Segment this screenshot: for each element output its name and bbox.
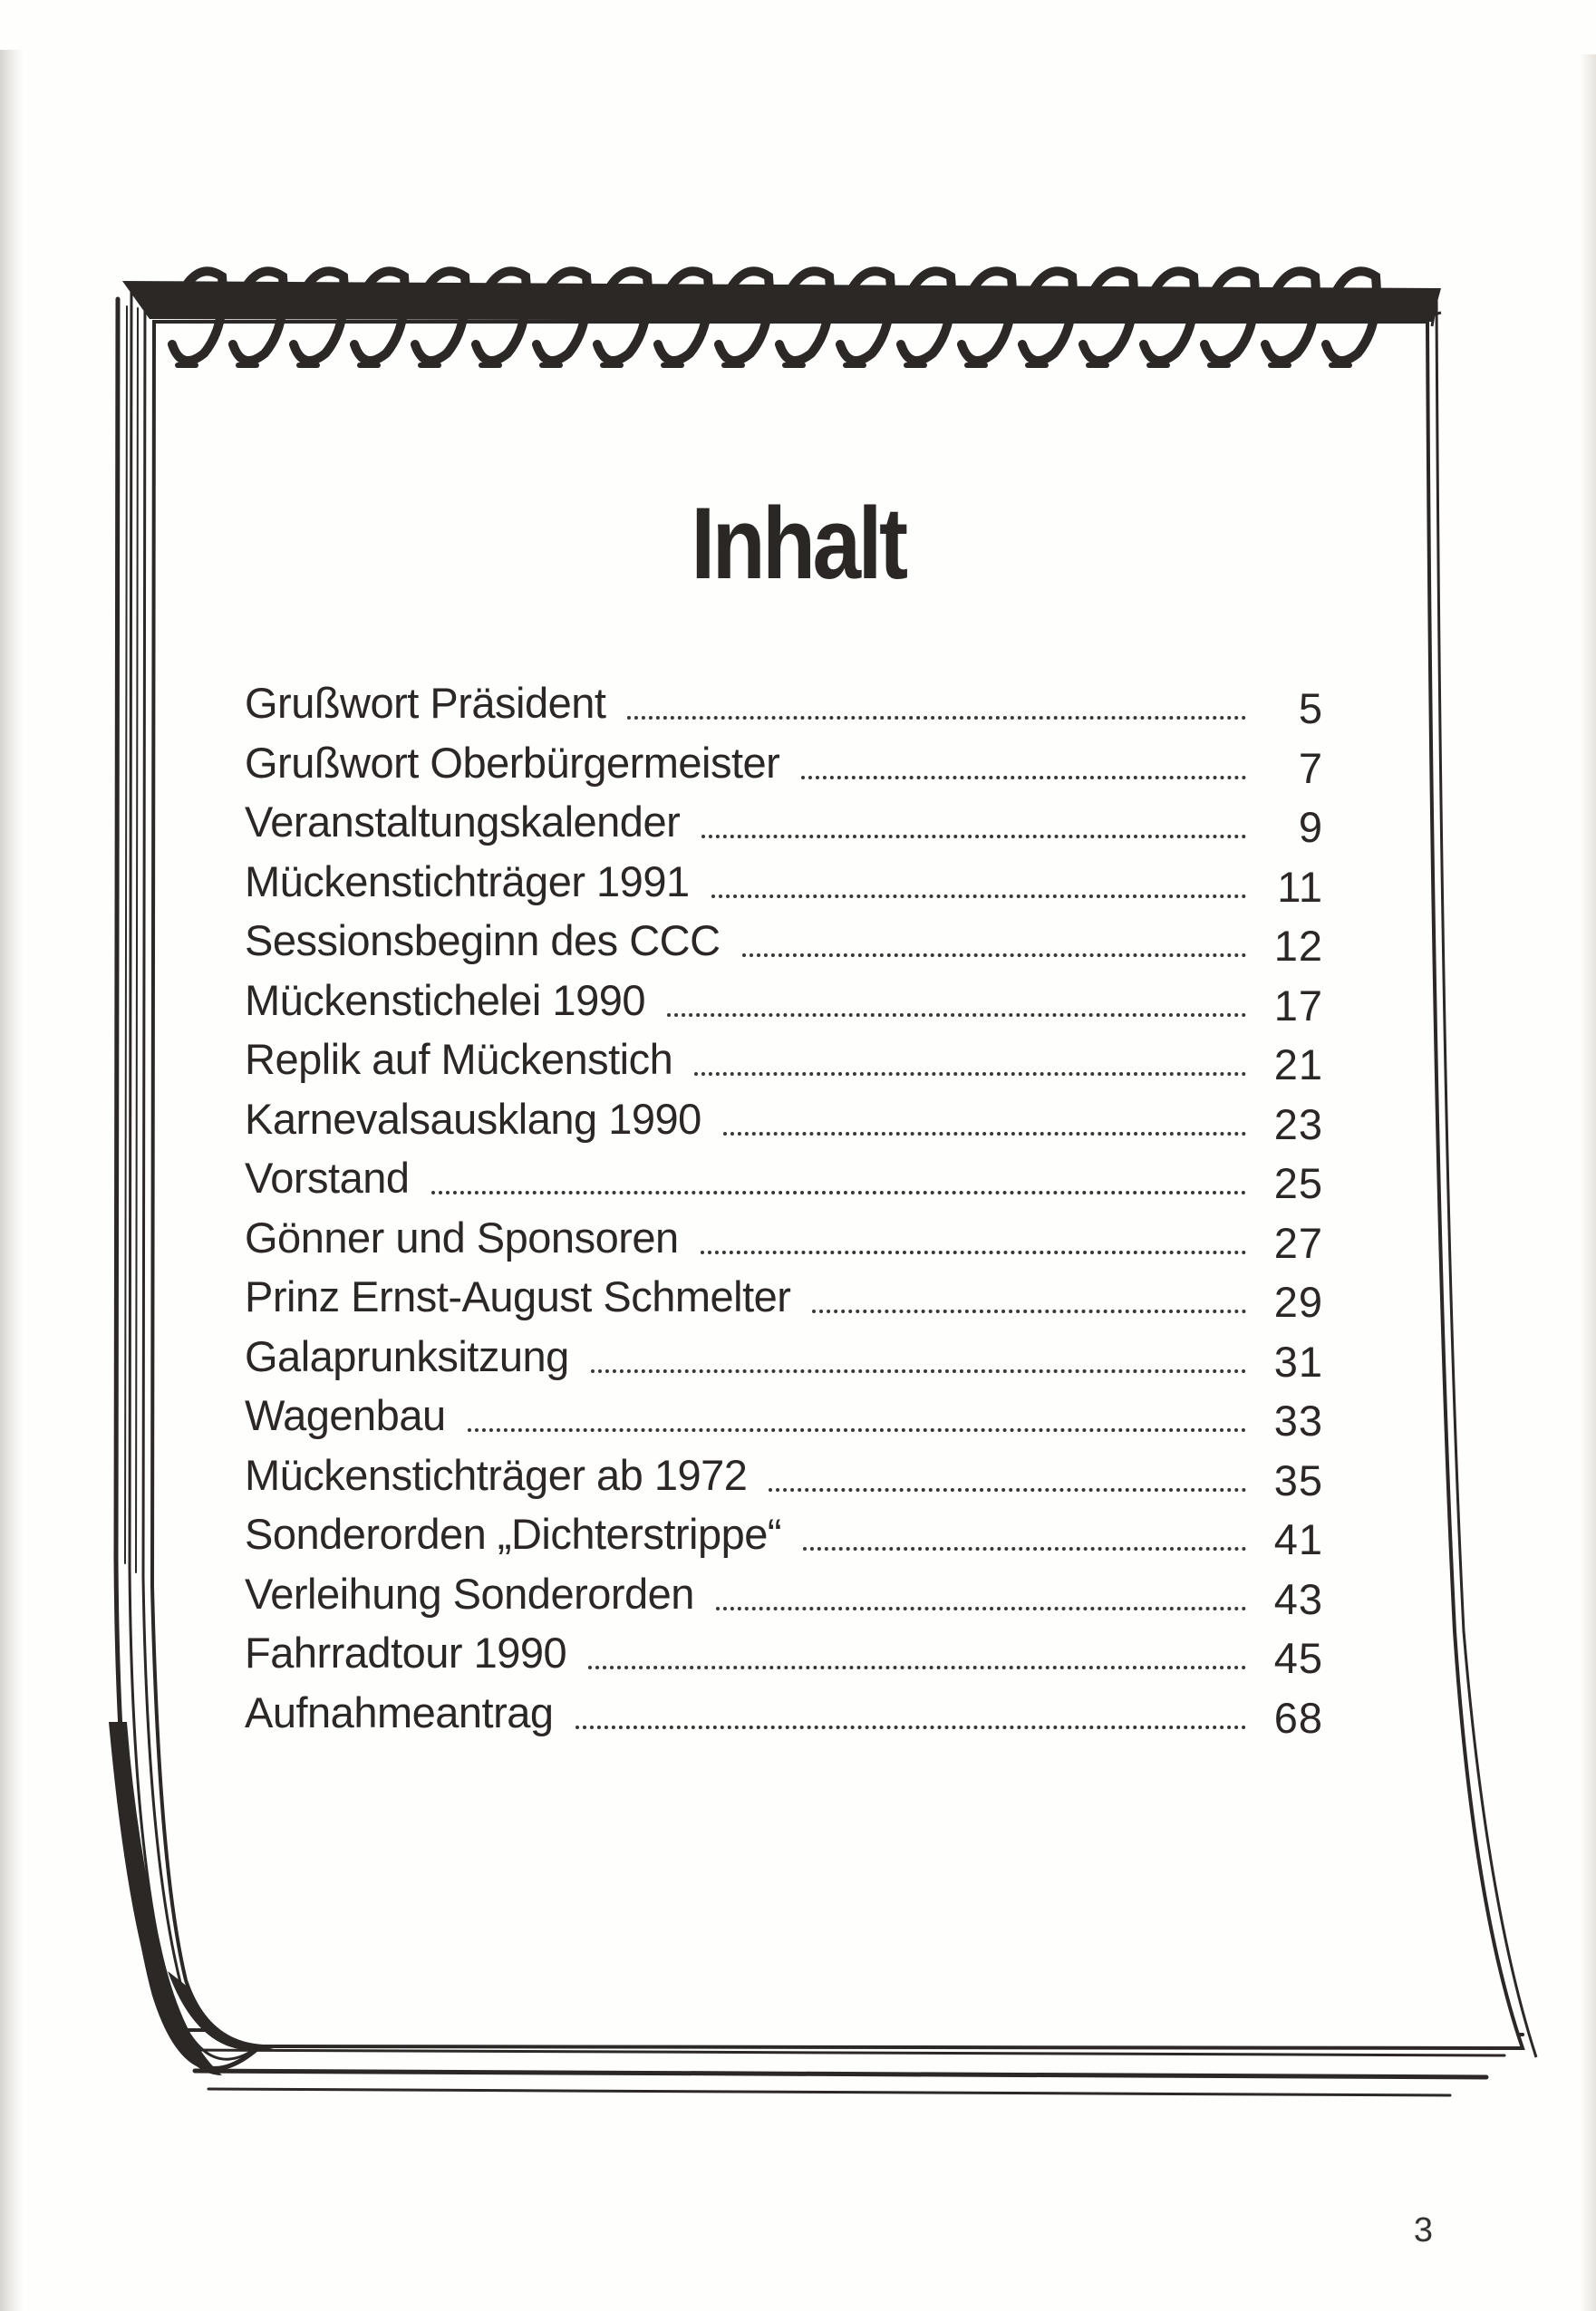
toc-entry-title: Replik auf Mückenstich	[245, 1035, 673, 1083]
toc-entry-page: 7	[1298, 743, 1323, 792]
toc-leader-dots	[769, 1481, 1246, 1492]
page-number: 3	[1413, 2211, 1433, 2249]
toc-entry-title: Fahrradtour 1990	[245, 1629, 567, 1677]
toc-leader-dots	[812, 1302, 1246, 1313]
page-title: Inhalt	[691, 487, 905, 600]
toc-leader-dots	[667, 1006, 1246, 1017]
toc-entry-title: Verleihung Sonderorden	[245, 1569, 694, 1618]
toc-leader-dots	[803, 1540, 1246, 1551]
toc-entry-title: Vorstand	[245, 1154, 410, 1202]
toc-entry-title: Veranstaltungskalender	[245, 798, 681, 846]
toc-entry	[245, 797, 1323, 856]
toc-entry	[245, 1450, 1323, 1510]
toc-entry	[245, 1390, 1323, 1450]
toc-entry-page: 5	[1298, 684, 1323, 732]
toc-entry	[245, 1153, 1323, 1213]
toc-entry-title: Prinz Ernst-August Schmelter	[245, 1272, 791, 1320]
toc-entry	[245, 1094, 1323, 1154]
toc-leader-dots	[627, 709, 1246, 720]
toc-entry-page: 9	[1298, 803, 1323, 851]
toc-entry	[245, 1509, 1323, 1569]
toc-entry-title: Sessionsbeginn des CCC	[245, 916, 721, 964]
toc-entry-title: Sonderorden „Dichterstrippe“	[245, 1510, 782, 1558]
toc-leader-dots	[588, 1658, 1246, 1669]
toc-entry-page: 35	[1273, 1455, 1323, 1504]
toc-entry	[245, 975, 1323, 1035]
toc-leader-dots	[801, 769, 1246, 779]
toc-leader-dots	[716, 1600, 1246, 1610]
toc-leader-dots	[576, 1718, 1246, 1729]
toc-entry-title: Galaprunksitzung	[245, 1331, 569, 1380]
toc-entry-title: Mückenstichelei 1990	[245, 975, 645, 1024]
toc-entry	[245, 1569, 1323, 1629]
toc-entry	[245, 678, 1323, 738]
toc-entry	[245, 1034, 1323, 1094]
toc-entry-title: Wagenbau	[245, 1391, 446, 1439]
table-of-contents	[245, 678, 1323, 1746]
toc-leader-dots	[591, 1362, 1246, 1373]
toc-entry-title: Grußwort Oberbürgermeister	[245, 738, 780, 787]
toc-entry-title: Gönner und Sponsoren	[245, 1213, 679, 1262]
toc-entry-title: Mückenstichträger ab 1972	[245, 1450, 748, 1499]
toc-entry-page: 12	[1273, 922, 1323, 970]
toc-leader-dots	[468, 1421, 1246, 1432]
toc-entry	[245, 915, 1323, 975]
toc-leader-dots	[431, 1184, 1246, 1194]
toc-entry-title: Mückenstichträger 1991	[245, 856, 690, 905]
toc-entry-title: Karnevalsausklang 1990	[245, 1094, 701, 1143]
toc-entry-page: 31	[1273, 1337, 1323, 1386]
toc-entry	[245, 1628, 1323, 1687]
toc-leader-dots	[701, 1243, 1246, 1254]
toc-entry-page: 25	[1273, 1159, 1323, 1207]
toc-leader-dots	[711, 887, 1246, 898]
toc-entry-page: 68	[1273, 1693, 1323, 1742]
toc-entry-page: 11	[1277, 862, 1323, 911]
toc-entry-page: 45	[1273, 1634, 1323, 1682]
toc-entry	[245, 1687, 1323, 1747]
toc-leader-dots	[742, 946, 1246, 957]
toc-entry	[245, 1331, 1323, 1391]
toc-entry-title: Aufnahmeantrag	[245, 1687, 554, 1736]
toc-entry-page: 43	[1273, 1574, 1323, 1623]
toc-entry-page: 27	[1273, 1218, 1323, 1267]
toc-entry	[245, 1272, 1323, 1331]
toc-entry-page: 23	[1273, 1099, 1323, 1148]
toc-entry	[245, 1213, 1323, 1272]
toc-entry-page: 33	[1273, 1397, 1323, 1445]
toc-entry-page: 29	[1273, 1278, 1323, 1326]
toc-entry-title: Grußwort Präsident	[245, 679, 606, 727]
toc-leader-dots	[694, 1065, 1246, 1076]
toc-entry-page: 17	[1273, 981, 1323, 1030]
toc-entry	[245, 738, 1323, 798]
toc-entry	[245, 856, 1323, 916]
toc-entry-page: 21	[1273, 1040, 1323, 1088]
toc-entry-page: 41	[1273, 1515, 1323, 1563]
toc-leader-dots	[723, 1125, 1246, 1136]
toc-leader-dots	[701, 827, 1246, 838]
